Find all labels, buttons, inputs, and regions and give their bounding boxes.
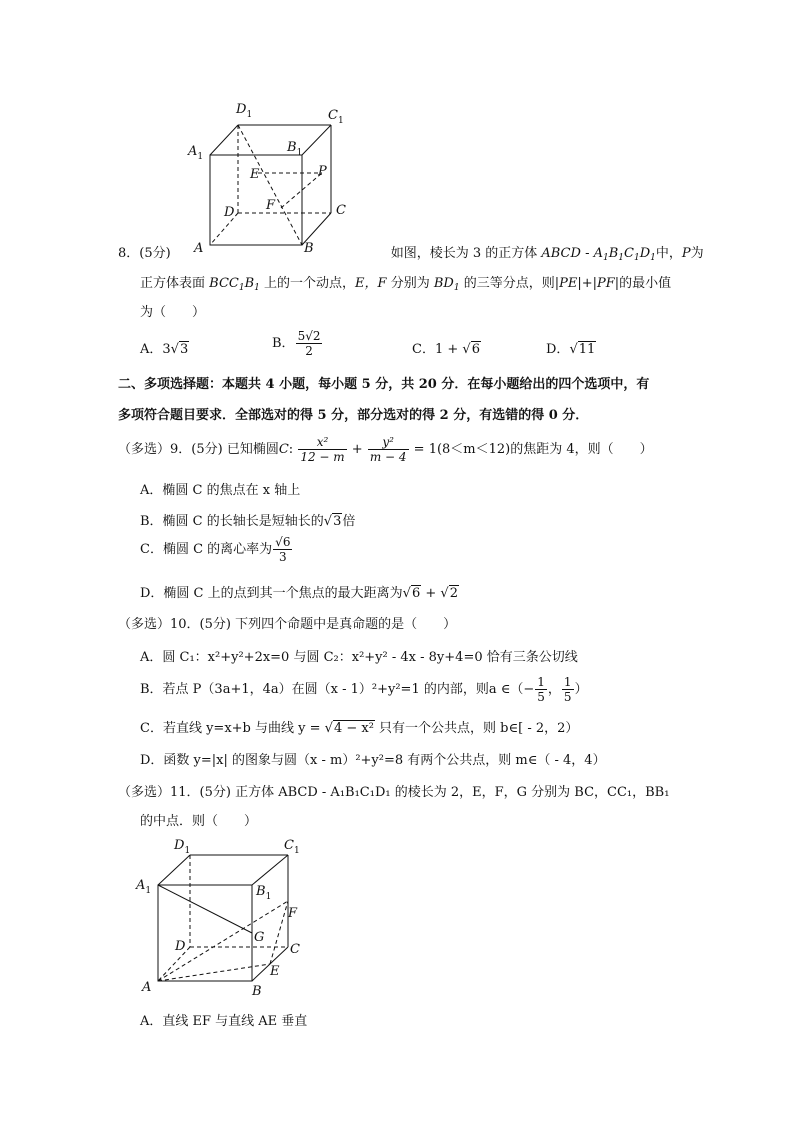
q10-option-a[interactable]: A．圆 C₁：x²+y²+2x=0 与圆 C₂：x²+y² - 4x - 8y+4=0 恰有三条公切线 (140, 650, 578, 665)
q10-stem: （多选）10．(5分) 下列四个命题中是真命题的是（ ） (118, 617, 457, 632)
q10-option-c[interactable]: C．若直线 y=x+b 与曲线 y = √4 − x² 只有一个公共点，则 b∈[ - 2，2） (140, 721, 579, 736)
q8-options (140, 330, 700, 364)
q9-option-d[interactable]: D．椭圆 C 上的点到其一个焦点的最大距离为√6 + √2 (140, 586, 458, 601)
label-E: E (250, 167, 260, 182)
q9-stem: （多选）9．(5分) 已知椭圆C: $\frac{\text{x²}}{12 - m}$ + $\frac{\text{y²}}{m - 4}$ = 1(8＜m＜12)的焦距为 4，则（ ） (118, 435, 653, 464)
q8-option-d[interactable]: D．√11 (546, 342, 596, 357)
label-D1: $D_1$ (236, 102, 253, 120)
label-C1: $C_1$ (284, 838, 300, 856)
q8-line3: 为（ ） (140, 305, 206, 320)
q11-option-a[interactable]: A．直线 EF 与直线 AE 垂直 (140, 1014, 308, 1029)
label-P: P (318, 164, 327, 179)
label-G: G (254, 930, 265, 945)
q9-option-c[interactable]: C．椭圆 C 的离心率为 $\frac{√6}{3}$ (140, 535, 291, 564)
label-F: F (266, 198, 276, 213)
q11-stem-line2: 的中点．则（ ） (140, 814, 258, 829)
label-C: C (336, 203, 346, 218)
label-A1: $A_1$ (136, 878, 152, 896)
q10-option-b[interactable]: B．若点 P（3a+1，4a）在圆（x - 1）²+y²=1 的内部，则a ∈（− $\frac{1}{5}$ ， $\frac{1}{5}$ ） (140, 675, 588, 704)
q8-line2: 正方体表面 $BCC_1B_1$ 上的一个动点，E，F 分别为 $BD_1$ 的三等分点，则|PE|+|PF|的最小值 (140, 276, 672, 293)
cube-figure-q8 (180, 95, 360, 260)
q8-option-b[interactable]: B． $\frac{5√2}{2}$ (272, 329, 321, 358)
q8-option-c[interactable]: C．1 + √6 (412, 342, 480, 357)
label-D1: $D_1$ (174, 838, 191, 856)
label-B: B (304, 241, 314, 256)
label-B1: $B_1$ (287, 140, 303, 158)
label-F: F (288, 906, 298, 921)
label-E: E (270, 964, 280, 979)
q8-option-a[interactable]: A．3√3 (140, 342, 189, 357)
label-B: B (252, 984, 262, 999)
label-D: D (224, 205, 235, 220)
q11-stem-line1: （多选）11．(5分) 正方体 ABCD - A₁B₁C₁D₁ 的棱长为 2，E，F，G 分别为 BC，CC₁，BB₁ (118, 785, 670, 800)
section2-line1: 二、多项选择题：本题共 4 小题，每小题 5 分，共 20 分．在每小题给出的四个选项中，有 (118, 377, 650, 392)
cube-figure-q11 (130, 835, 320, 1000)
q10-option-d[interactable]: D．函数 y=|x| 的图象与圆（x - m）²+y²=8 有两个公共点，则 m∈（ - 4，4） (140, 753, 606, 768)
q8-line1: 8．(5分) 如图，棱长为 3 的正方体 ABCD - $A_1B_1C_1D_1$中，P为 (118, 246, 704, 263)
section2-line2: 多项符合题目要求．全部选对的得 5 分，部分选对的得 2 分，有选错的得 0 分． (118, 408, 589, 423)
label-A1: $A_1$ (188, 144, 204, 162)
label-A: A (142, 980, 152, 995)
label-B1: $B_1$ (256, 884, 272, 902)
q9-option-a[interactable]: A．椭圆 C 的焦点在 x 轴上 (140, 483, 301, 498)
label-A: A (194, 241, 204, 256)
label-C: C (290, 942, 300, 957)
label-C1: $C_1$ (328, 108, 344, 126)
label-D: D (175, 939, 186, 954)
q9-option-b[interactable]: B．椭圆 C 的长轴长是短轴长的√3倍 (140, 514, 356, 529)
